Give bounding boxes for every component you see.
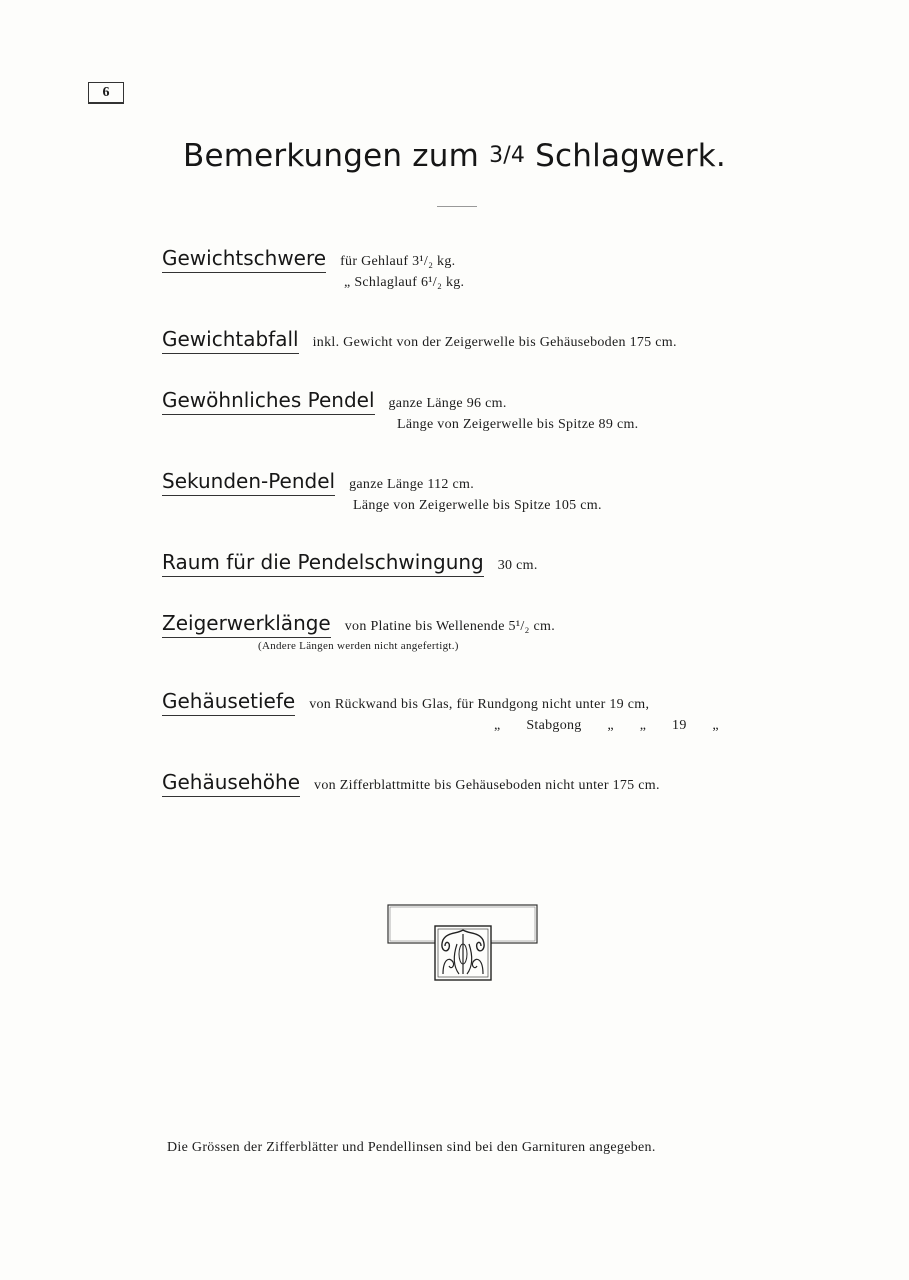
ornament-vignette [387,904,539,989]
entry-term: Gewöhnliches Pendel [162,388,375,415]
entry-zeigerwerklaenge [162,611,555,638]
entry-note: (Andere Längen werden nicht angefertigt.) [258,640,459,652]
entry-line2: „ Stabgong „ „ 19 „ [494,718,719,733]
ornament-icon [387,904,539,984]
entry-term: Zeigerwerklänge [162,611,331,638]
entry-sekunden-pendel [162,469,474,496]
entry-term: Raum für die Pendelschwingung [162,550,484,577]
entry-line2: Länge von Zeigerwelle bis Spitze 105 cm. [353,498,602,513]
entry-desc: für Gehlauf 3¹/₂ kg. [340,254,456,269]
title-fraction: 3/4 [489,143,526,168]
entry-desc: inkl. Gewicht von der Zeigerwelle bis Gehäuseboden 175 cm. [312,335,677,350]
entry-desc: ganze Länge 96 cm. [388,396,507,411]
page-number: 6 [88,82,124,104]
entry-line2: „ Schlaglauf 6¹/₂ kg. [344,275,465,290]
entry-raum-pendelschwingung [162,550,538,577]
entry-desc: von Zifferblattmitte bis Gehäuseboden nicht unter 175 cm. [314,778,660,793]
entry-gehaeusehoehe [162,770,660,797]
page-title [0,138,909,174]
entry-term: Gehäusehöhe [162,770,300,797]
entry-desc: von Platine bis Wellenende 5¹/₂ cm. [344,619,556,634]
entry-desc: 30 cm. [497,558,538,573]
entry-desc: ganze Länge 112 cm. [349,477,475,492]
footer-note: Die Grössen der Zifferblätter und Pendellinsen sind bei den Garnituren angegeben. [167,1140,656,1155]
entry-term: Gehäusetiefe [162,689,295,716]
entry-gewichtabfall [162,327,677,354]
title-rest: Schlagwerk. [535,138,726,174]
entry-gewichtschwere [162,246,455,273]
title-main: Bemerkungen zum [182,138,480,174]
entry-term: Gewichtschwere [162,246,326,273]
entry-term: Sekunden-Pendel [162,469,335,496]
entry-gehaeusetiefe [162,689,649,716]
entry-gewoehnliches-pendel [162,388,507,415]
entry-line2: Länge von Zeigerwelle bis Spitze 89 cm. [397,417,639,432]
entry-desc: von Rückwand bis Glas, für Rundgong nicht unter 19 cm, [309,697,650,712]
title-divider [437,206,477,207]
entry-term: Gewichtabfall [162,327,299,354]
